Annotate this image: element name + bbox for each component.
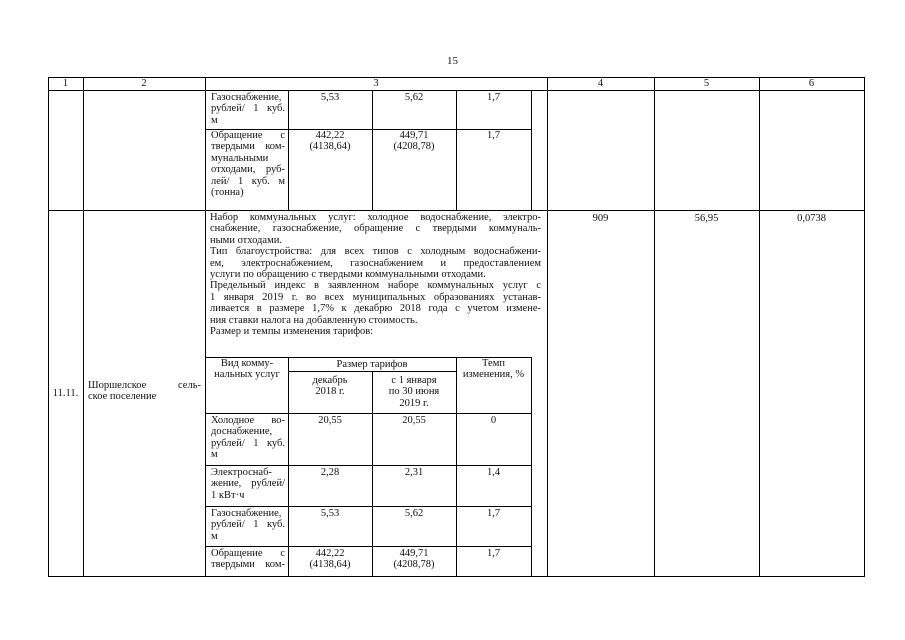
header-col-4: 4 xyxy=(597,78,604,89)
row-col6: 0,0738 xyxy=(797,213,826,224)
tariff-elec-jan: 2,31 xyxy=(404,467,424,478)
tariff-header-temp: Темп изменения, % xyxy=(462,358,525,381)
tariff-header-size: Размер тарифов xyxy=(336,359,408,370)
row-municipality: Шоршелское сель- ское поселение xyxy=(88,380,201,403)
tariff-gas-temp: 1,7 xyxy=(486,508,501,519)
tariff-gas-dec: 5,53 xyxy=(320,508,340,519)
cont-gas-jan: 5,62 xyxy=(404,92,424,103)
tariff-cold-dec: 20,55 xyxy=(318,415,342,426)
tariff-elec-dec: 2,28 xyxy=(320,467,340,478)
col-border xyxy=(205,77,206,577)
cont-gas-temp: 1,7 xyxy=(486,92,501,103)
col-border xyxy=(654,77,655,577)
tariff-header-jan: с 1 января по 30 июня 2019 г. xyxy=(388,375,440,409)
header-col-5: 5 xyxy=(703,78,710,89)
tariff-gas-name: Газоснабжение, рублей/ 1 куб. м xyxy=(211,508,285,542)
cont-waste-name: Обращение с твердыми ком- мунальными отходами, руб- лей/ 1 куб. м (тонна) xyxy=(211,130,285,199)
tariff-gas-jan: 5,62 xyxy=(404,508,424,519)
cont-gas-dec: 5,53 xyxy=(320,92,340,103)
col-border xyxy=(48,77,49,577)
row-col4: 909 xyxy=(592,213,609,224)
tariff-cold-jan: 20,55 xyxy=(402,415,426,426)
header-col-6: 6 xyxy=(808,78,815,89)
tariff-waste-temp: 1,7 xyxy=(486,548,501,559)
row-number: 11.11. xyxy=(52,388,79,399)
header-col-1: 1 xyxy=(62,78,69,89)
cont-waste-jan: 449,71 (4208,78) xyxy=(393,130,435,153)
tariff-waste-dec: 442,22 (4138,64) xyxy=(309,548,351,571)
cont-gas-name: Газоснабжение, рублей/ 1 куб. м xyxy=(211,92,285,126)
page-number: 15 xyxy=(447,55,458,67)
tariff-waste-name: Обращение с твердыми ком- xyxy=(211,548,285,571)
row-description: Набор коммунальных услуг: холодное водоснабжение, электро- снабжение, газоснабжение, обращение с твердыми коммуналь- ными отходами. Тип благоустройства: для всех типов с холодным водоснабжени- ем, электроснабжением, газоснабжением и предоставлением услуги по обращению с твердыми коммунальными отходами. Предельный индекс в заявленном наборе коммунальных услуг с 1 января 2019 г. во всех муниципальных образованиях устанав- ливается в размере 1,7% к декабрю 2018 года с учетом измене- ния ставки налога на добавленную стоимость. Размер и темпы изменения тарифов: xyxy=(210,212,541,338)
row-col5: 56,95 xyxy=(694,213,719,224)
tariff-elec-name: Электроснаб- жение, рублей/ 1 кВт·ч xyxy=(211,467,285,501)
tariff-waste-jan: 449,71 (4208,78) xyxy=(393,548,435,571)
table-bottom-border xyxy=(48,576,864,577)
col-border xyxy=(83,77,84,577)
tariff-header-service: Вид комму- нальных услуг xyxy=(214,358,280,381)
tariff-cold-temp: 0 xyxy=(490,415,497,426)
cont-waste-dec: 442,22 (4138,64) xyxy=(309,130,351,153)
header-col-3: 3 xyxy=(373,78,379,89)
cont-waste-temp: 1,7 xyxy=(486,130,501,141)
header-col-2: 2 xyxy=(141,78,147,89)
tariff-cold-name: Холодное во- доснабжение, рублей/ 1 куб. м xyxy=(211,415,285,461)
row-divider xyxy=(48,210,864,211)
col-border xyxy=(759,77,760,577)
col-border xyxy=(864,77,865,577)
tariff-header-dec: декабрь 2018 г. xyxy=(312,375,348,398)
col-border xyxy=(547,77,548,577)
tariff-elec-temp: 1,4 xyxy=(486,467,501,478)
